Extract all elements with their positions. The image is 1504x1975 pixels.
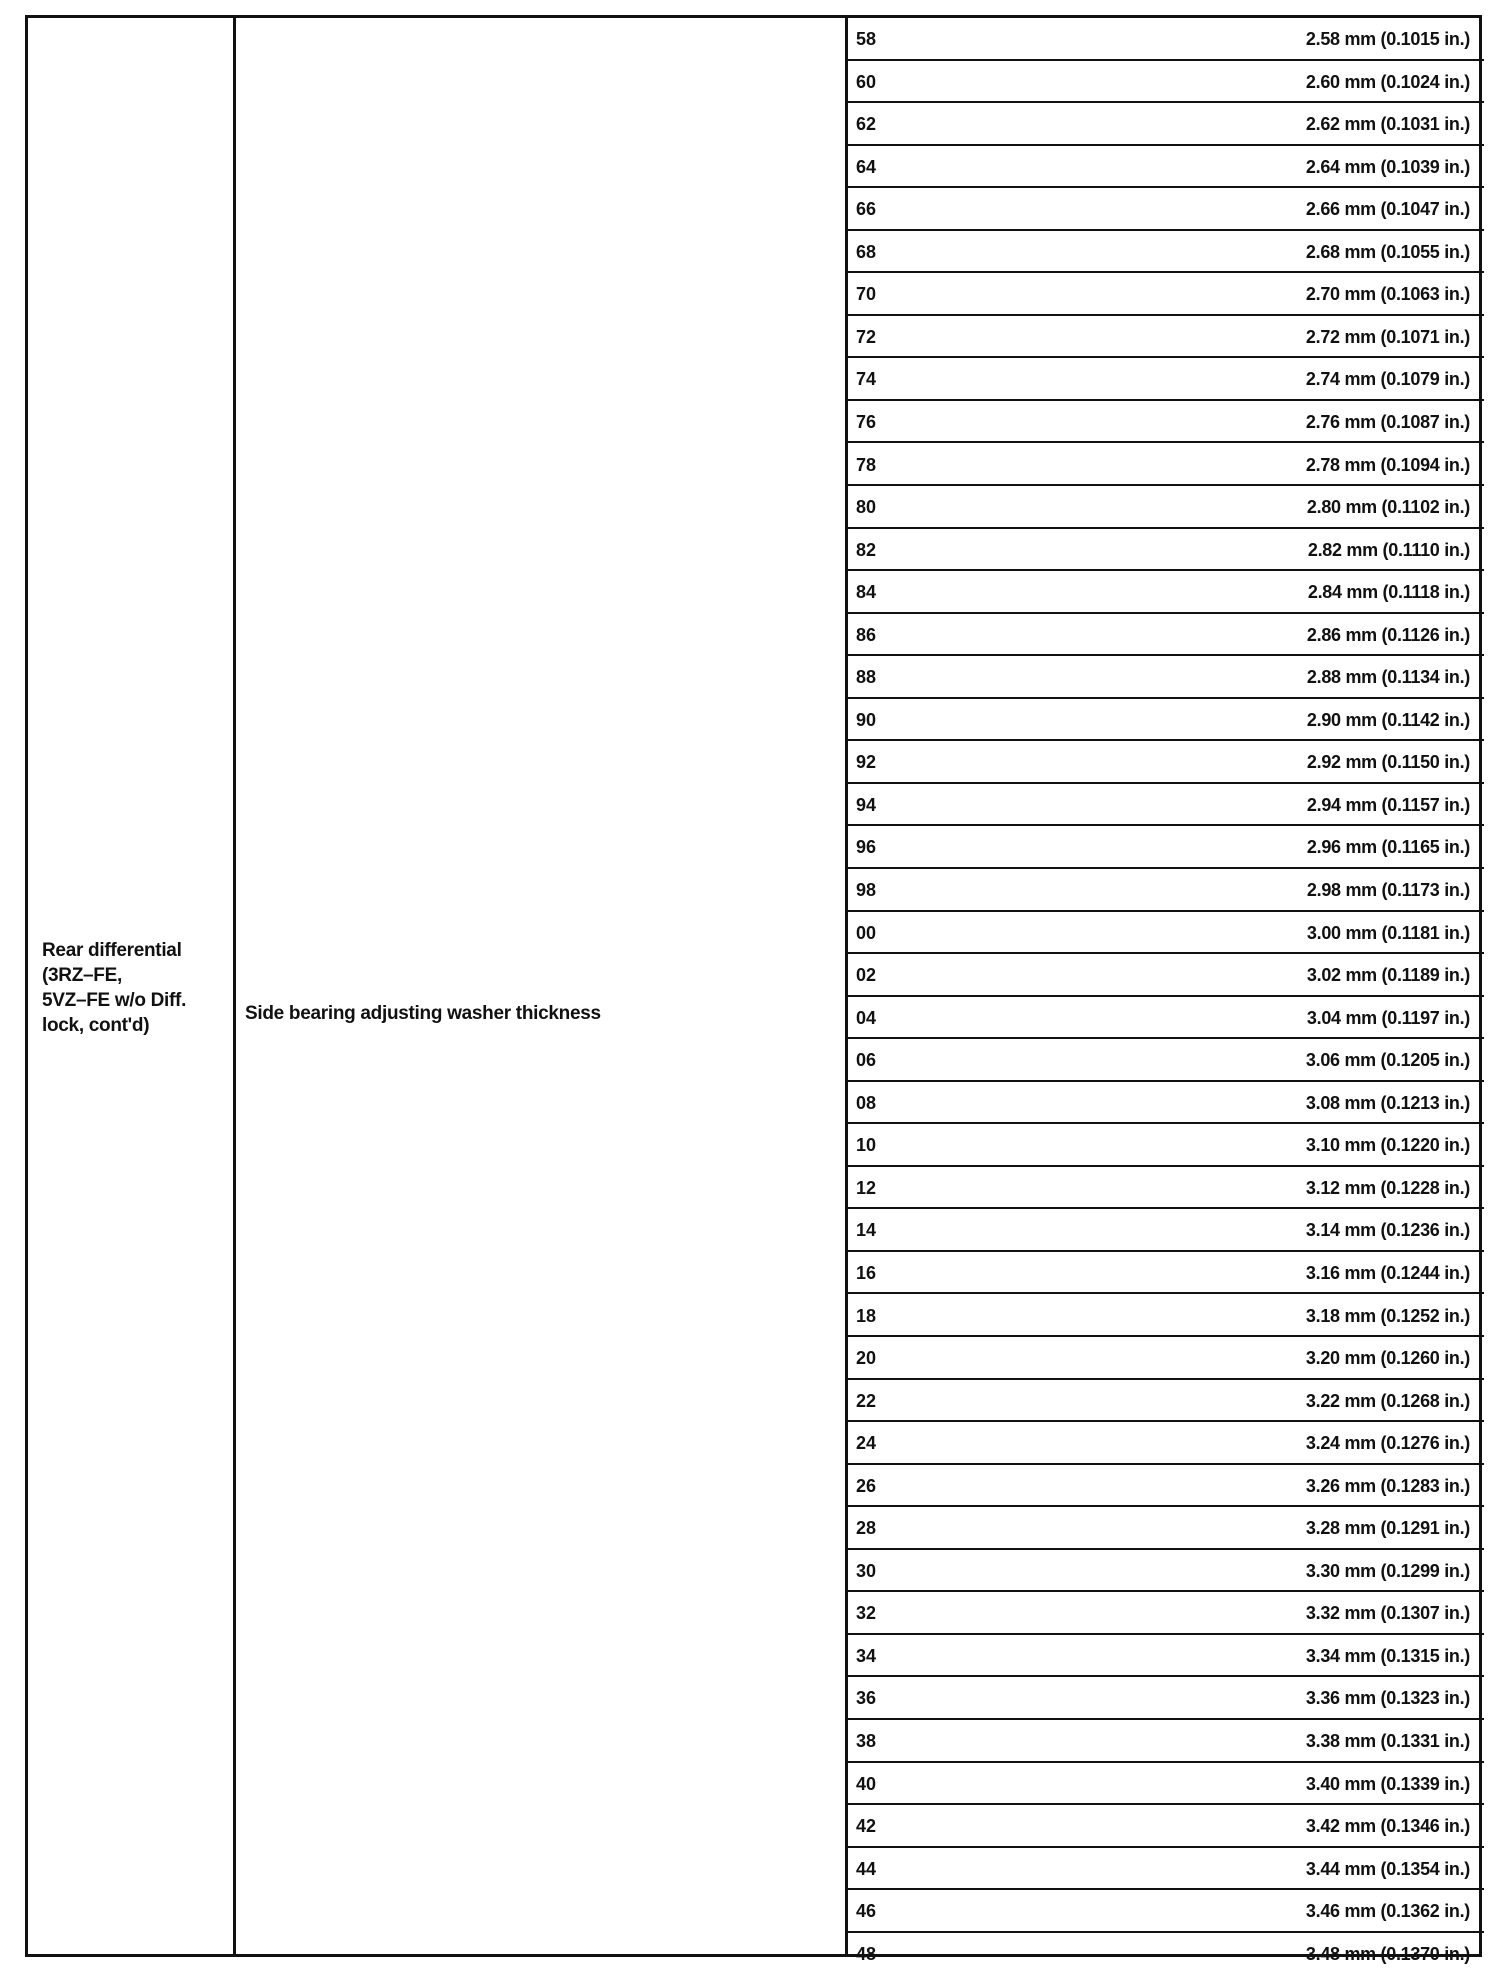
table-row xyxy=(846,614,1484,657)
washer-thickness: 2.72 mm (0.1071 in.) xyxy=(1305,326,1470,347)
washer-thickness: 2.66 mm (0.1047 in.) xyxy=(1305,199,1470,220)
washer-thickness: 2.82 mm (0.1110 in.) xyxy=(1307,539,1470,560)
washer-thickness: 2.60 mm (0.1024 in.) xyxy=(1305,71,1470,92)
table-row xyxy=(846,699,1484,742)
column-divider xyxy=(233,18,236,1954)
washer-thickness: 2.86 mm (0.1126 in.) xyxy=(1306,624,1470,645)
table-row xyxy=(846,316,1484,359)
washer-thickness: 3.02 mm (0.1189 in.) xyxy=(1306,965,1470,986)
washer-thickness: 3.34 mm (0.1315 in.) xyxy=(1305,1645,1470,1666)
washer-mark: 92 xyxy=(856,752,877,773)
washer-thickness: 3.20 mm (0.1260 in.) xyxy=(1305,1348,1470,1369)
washer-thickness: 3.12 mm (0.1228 in.) xyxy=(1305,1177,1470,1198)
washer-thickness: 2.74 mm (0.1079 in.) xyxy=(1305,369,1470,390)
table-row xyxy=(846,1082,1484,1125)
table-row xyxy=(846,1848,1484,1891)
washer-mark: 16 xyxy=(856,1262,877,1283)
washer-mark: 82 xyxy=(856,539,877,560)
washer-mark: 80 xyxy=(856,497,877,518)
washer-thickness: 3.08 mm (0.1213 in.) xyxy=(1305,1092,1470,1113)
table-row xyxy=(846,1720,1484,1763)
table-row xyxy=(846,912,1484,955)
table-row xyxy=(846,231,1484,274)
table-row xyxy=(846,1890,1484,1933)
component-line: lock, cont'd) xyxy=(42,1015,150,1036)
washer-mark: 58 xyxy=(856,29,877,49)
washer-mark: 06 xyxy=(856,1050,877,1071)
washer-mark: 02 xyxy=(856,965,877,986)
table-row xyxy=(846,188,1484,231)
table-row xyxy=(846,486,1484,529)
washer-mark: 38 xyxy=(856,1731,877,1751)
washer-mark: 72 xyxy=(856,326,877,347)
washer-thickness: 3.46 mm (0.1362 in.) xyxy=(1305,1901,1470,1922)
washer-thickness: 3.04 mm (0.1197 in.) xyxy=(1306,1007,1470,1028)
washer-thickness: 2.58 mm (0.1015 in.) xyxy=(1305,29,1470,49)
washer-thickness: 2.98 mm (0.1173 in.) xyxy=(1306,880,1470,900)
table-row xyxy=(846,784,1484,827)
table-row xyxy=(846,1252,1484,1295)
spec-table xyxy=(25,15,1482,1964)
table-row xyxy=(846,1507,1484,1550)
washer-thickness: 2.70 mm (0.1063 in.) xyxy=(1305,284,1470,305)
washer-thickness: 3.30 mm (0.1299 in.) xyxy=(1305,1560,1470,1581)
washer-thickness: 3.00 mm (0.1181 in.) xyxy=(1306,922,1470,943)
table-row xyxy=(846,61,1484,104)
table-row xyxy=(846,1380,1484,1423)
washer-thickness: 3.44 mm (0.1354 in.) xyxy=(1305,1858,1470,1879)
table-row xyxy=(846,444,1484,487)
washer-thickness: 3.42 mm (0.1346 in.) xyxy=(1305,1816,1470,1837)
washer-thickness: 3.32 mm (0.1307 in.) xyxy=(1305,1603,1470,1624)
washer-mark: 90 xyxy=(856,709,877,730)
washer-thickness: 3.18 mm (0.1252 in.) xyxy=(1305,1305,1470,1326)
washer-mark: 04 xyxy=(856,1007,877,1028)
washer-thickness: 2.64 mm (0.1039 in.) xyxy=(1305,156,1470,177)
washer-thickness: 2.94 mm (0.1157 in.) xyxy=(1306,794,1470,815)
washer-mark: 68 xyxy=(856,241,877,262)
washer-thickness: 3.48 mm (0.1370 in.) xyxy=(1305,1943,1470,1964)
table-row xyxy=(846,1167,1484,1210)
table-row xyxy=(846,1209,1484,1252)
washer-mark: 28 xyxy=(856,1518,877,1539)
washer-mark: 96 xyxy=(856,837,877,858)
washer-thickness: 2.90 mm (0.1142 in.) xyxy=(1306,709,1470,730)
washer-mark: 20 xyxy=(856,1348,877,1369)
table-row xyxy=(846,273,1484,316)
washer-thickness: 3.24 mm (0.1276 in.) xyxy=(1305,1433,1470,1454)
washer-thickness: 2.92 mm (0.1150 in.) xyxy=(1306,752,1470,773)
washer-thickness: 3.06 mm (0.1205 in.) xyxy=(1305,1050,1470,1071)
washer-mark: 14 xyxy=(856,1220,877,1241)
table-row xyxy=(846,1337,1484,1380)
table-row xyxy=(846,954,1484,997)
table-row xyxy=(846,401,1484,444)
washer-thickness: 3.22 mm (0.1268 in.) xyxy=(1305,1390,1470,1411)
table-row xyxy=(846,529,1484,572)
table-row xyxy=(846,997,1484,1040)
table-row xyxy=(846,1933,1484,1975)
washer-mark: 26 xyxy=(856,1475,877,1496)
washer-mark: 60 xyxy=(856,71,877,92)
washer-mark: 22 xyxy=(856,1390,877,1411)
washer-mark: 84 xyxy=(856,582,877,603)
table-row xyxy=(846,741,1484,784)
washer-mark: 42 xyxy=(856,1816,877,1837)
washer-thickness: 2.62 mm (0.1031 in.) xyxy=(1305,114,1470,135)
component-line: 5VZ–FE w/o Diff. xyxy=(42,990,187,1011)
washer-mark: 18 xyxy=(856,1305,877,1326)
table-row xyxy=(846,1295,1484,1338)
washer-mark: 88 xyxy=(856,667,877,688)
washer-thickness: 3.10 mm (0.1220 in.) xyxy=(1305,1135,1470,1156)
washer-mark: 62 xyxy=(856,114,877,135)
table-row xyxy=(846,146,1484,189)
table-row xyxy=(846,358,1484,401)
washer-mark: 40 xyxy=(856,1773,877,1794)
table-row xyxy=(846,103,1484,146)
washer-thickness: 3.16 mm (0.1244 in.) xyxy=(1305,1262,1470,1283)
table-row xyxy=(846,1465,1484,1508)
washer-mark: 48 xyxy=(856,1943,877,1964)
table-row xyxy=(846,826,1484,869)
washer-thickness: 2.88 mm (0.1134 in.) xyxy=(1306,667,1470,688)
washer-thickness: 3.14 mm (0.1236 in.) xyxy=(1305,1220,1470,1241)
washer-mark: 00 xyxy=(856,922,877,943)
washer-mark: 86 xyxy=(856,624,877,645)
table-row xyxy=(846,1550,1484,1593)
washer-mark: 36 xyxy=(856,1688,877,1709)
table-row xyxy=(846,18,1484,61)
washer-mark: 76 xyxy=(856,411,877,432)
washer-rows xyxy=(846,18,1482,1964)
table-row xyxy=(846,1124,1484,1167)
table-row xyxy=(846,571,1484,614)
washer-thickness: 3.36 mm (0.1323 in.) xyxy=(1305,1688,1470,1709)
washer-thickness: 2.80 mm (0.1102 in.) xyxy=(1306,497,1470,518)
washer-thickness: 3.28 mm (0.1291 in.) xyxy=(1305,1518,1470,1539)
washer-mark: 30 xyxy=(856,1560,877,1581)
washer-mark: 08 xyxy=(856,1092,877,1113)
washer-mark: 34 xyxy=(856,1645,877,1666)
table-row xyxy=(846,1805,1484,1848)
washer-mark: 94 xyxy=(856,794,877,815)
washer-mark: 12 xyxy=(856,1177,877,1198)
table-row xyxy=(846,1422,1484,1465)
washer-mark: 46 xyxy=(856,1901,877,1922)
item-label: Side bearing adjusting washer thickness xyxy=(245,1003,601,1024)
washer-thickness: 3.38 mm (0.1331 in.) xyxy=(1305,1731,1470,1751)
washer-mark: 10 xyxy=(856,1135,877,1156)
table-row xyxy=(846,1763,1484,1806)
washer-thickness: 2.76 mm (0.1087 in.) xyxy=(1305,411,1470,432)
washer-mark: 44 xyxy=(856,1858,877,1879)
table-row xyxy=(846,1677,1484,1720)
washer-thickness: 2.96 mm (0.1165 in.) xyxy=(1306,837,1470,858)
table-row xyxy=(846,1039,1484,1082)
washer-mark: 98 xyxy=(856,880,877,900)
component-label xyxy=(42,938,232,1038)
table-row xyxy=(846,656,1484,699)
component-line: (3RZ–FE, xyxy=(42,965,122,986)
table-row xyxy=(846,1635,1484,1678)
washer-mark: 70 xyxy=(856,284,877,305)
washer-mark: 66 xyxy=(856,199,877,220)
washer-thickness: 3.26 mm (0.1283 in.) xyxy=(1305,1475,1470,1496)
table-row xyxy=(846,869,1484,912)
washer-mark: 64 xyxy=(856,156,877,177)
washer-thickness: 3.40 mm (0.1339 in.) xyxy=(1305,1773,1470,1794)
washer-mark: 32 xyxy=(856,1603,877,1624)
washer-mark: 78 xyxy=(856,454,877,475)
component-line: Rear differential xyxy=(42,940,182,961)
washer-thickness: 2.78 mm (0.1094 in.) xyxy=(1305,454,1470,475)
washer-thickness: 2.84 mm (0.1118 in.) xyxy=(1307,582,1470,603)
washer-mark: 24 xyxy=(856,1433,877,1454)
table-row xyxy=(846,1592,1484,1635)
washer-mark: 74 xyxy=(856,369,877,390)
washer-thickness: 2.68 mm (0.1055 in.) xyxy=(1305,241,1470,262)
